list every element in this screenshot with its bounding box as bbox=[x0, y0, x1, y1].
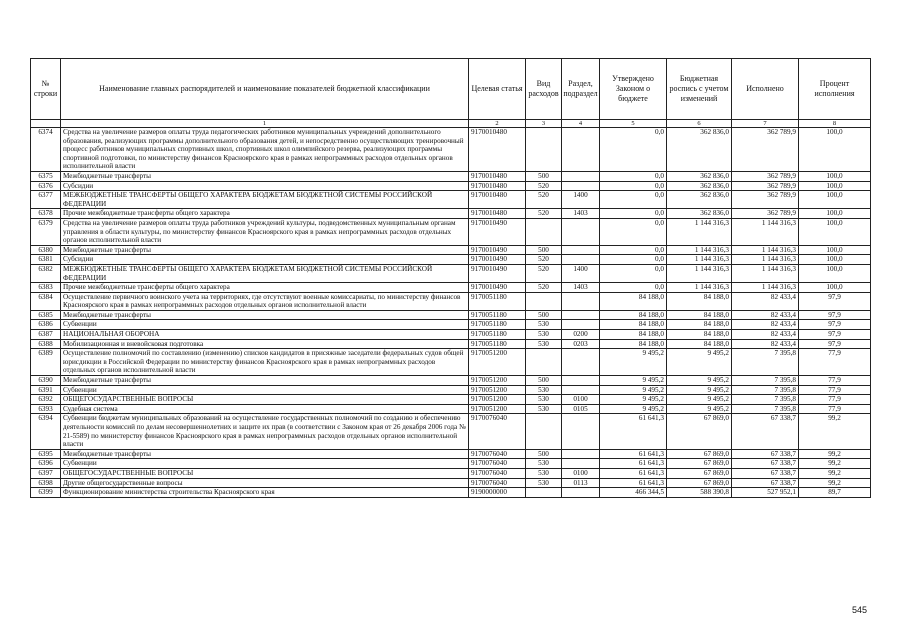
row-razdel-cell bbox=[562, 181, 600, 191]
row-rospis-cell: 362 836,0 bbox=[667, 171, 732, 181]
row-name-cell: Межбюджетные трансферты bbox=[61, 171, 469, 181]
row-number-cell: 6395 bbox=[31, 449, 61, 459]
row-approved-cell: 61 641,3 bbox=[600, 414, 667, 449]
row-name-cell: МЕЖБЮДЖЕТНЫЕ ТРАНСФЕРТЫ ОБЩЕГО ХАРАКТЕРА БЮДЖЕТАМ БЮДЖЕТНОЙ СИСТЕМЫ РОССИЙСКОЙ ФЕДЕРАЦИИ bbox=[61, 264, 469, 282]
row-razdel-cell: 0100 bbox=[562, 395, 600, 405]
header-vid: Вид расходов bbox=[526, 59, 562, 120]
table-row bbox=[31, 181, 871, 191]
row-number-cell: 6397 bbox=[31, 468, 61, 478]
row-rospis-cell: 67 869,0 bbox=[667, 478, 732, 488]
header-name: Наименование главных распорядителей и наименование показателей бюджетной классификации bbox=[61, 59, 469, 120]
table-row bbox=[31, 385, 871, 395]
row-name-cell: НАЦИОНАЛЬНАЯ ОБОРОНА bbox=[61, 330, 469, 340]
row-vid-cell: 530 bbox=[526, 404, 562, 414]
row-approved-cell: 9 495,2 bbox=[600, 376, 667, 386]
row-vid-cell: 530 bbox=[526, 478, 562, 488]
row-target-cell: 9170010490 bbox=[469, 245, 526, 255]
row-executed-cell: 7 395,8 bbox=[732, 376, 799, 386]
row-approved-cell: 9 495,2 bbox=[600, 404, 667, 414]
row-target-cell: 9170051180 bbox=[469, 330, 526, 340]
row-rospis-cell: 1 144 316,3 bbox=[667, 218, 732, 245]
row-razdel-cell bbox=[562, 459, 600, 469]
row-target-cell: 9170010490 bbox=[469, 264, 526, 282]
row-name-cell: Межбюджетные трансферты bbox=[61, 310, 469, 320]
table-row bbox=[31, 449, 871, 459]
row-executed-cell: 67 338,7 bbox=[732, 459, 799, 469]
row-target-cell: 9190000000 bbox=[469, 488, 526, 498]
row-name-cell: Прочие межбюджетные трансферты общего характера bbox=[61, 209, 469, 219]
row-approved-cell: 0,0 bbox=[600, 255, 667, 265]
row-number-cell: 6392 bbox=[31, 395, 61, 405]
table-row bbox=[31, 292, 871, 310]
row-rospis-cell: 9 495,2 bbox=[667, 385, 732, 395]
table-row bbox=[31, 376, 871, 386]
column-number: 8 bbox=[799, 120, 871, 128]
table-row bbox=[31, 404, 871, 414]
row-number-cell: 6388 bbox=[31, 339, 61, 349]
row-target-cell: 9170051200 bbox=[469, 404, 526, 414]
row-name-cell: Субвенции bbox=[61, 459, 469, 469]
column-number: 5 bbox=[600, 120, 667, 128]
row-executed-cell: 7 395,8 bbox=[732, 385, 799, 395]
row-rospis-cell: 84 188,0 bbox=[667, 320, 732, 330]
column-number: 7 bbox=[732, 120, 799, 128]
row-approved-cell: 9 495,2 bbox=[600, 395, 667, 405]
row-percent-cell: 99,2 bbox=[799, 414, 871, 449]
row-number-cell: 6384 bbox=[31, 292, 61, 310]
table-row bbox=[31, 330, 871, 340]
row-executed-cell: 362 789,9 bbox=[732, 128, 799, 172]
table-row bbox=[31, 395, 871, 405]
table-row bbox=[31, 339, 871, 349]
row-target-cell: 9170076040 bbox=[469, 478, 526, 488]
row-approved-cell: 61 641,3 bbox=[600, 449, 667, 459]
row-vid-cell bbox=[526, 218, 562, 245]
row-percent-cell: 100,0 bbox=[799, 218, 871, 245]
row-name-cell: Средства на увеличение размеров оплаты труда педагогических работников муниципальных учреждений дополнительного образования, реализующих программы дополнительного образования детей, и непосредственно осуществляющих тренировочный процесс работников муниципальных спортивных школ, спортивных школ олимпийского резерва, реализующих программы спортивной подготовки, по министерству финансов Красноярского края в рамках непрограммных расходов отдельных органов исполнительной власти bbox=[61, 128, 469, 172]
row-vid-cell: 530 bbox=[526, 320, 562, 330]
row-approved-cell: 9 495,2 bbox=[600, 349, 667, 376]
table-row bbox=[31, 349, 871, 376]
row-number-cell: 6375 bbox=[31, 171, 61, 181]
row-number-cell: 6387 bbox=[31, 330, 61, 340]
row-percent-cell: 99,2 bbox=[799, 459, 871, 469]
row-vid-cell: 530 bbox=[526, 385, 562, 395]
row-percent-cell: 89,7 bbox=[799, 488, 871, 498]
row-percent-cell: 100,0 bbox=[799, 255, 871, 265]
row-number-cell: 6379 bbox=[31, 218, 61, 245]
row-executed-cell: 1 144 316,3 bbox=[732, 245, 799, 255]
row-approved-cell: 0,0 bbox=[600, 181, 667, 191]
row-razdel-cell: 0105 bbox=[562, 404, 600, 414]
row-percent-cell: 100,0 bbox=[799, 128, 871, 172]
row-name-cell: Средства на увеличение размеров оплаты труда работников учреждений культуры, подведомственных муниципальным органам управления в области культуры, по министерству финансов Красноярского края в рамках непрограммных расходов отдельных органов исполнительной власти bbox=[61, 218, 469, 245]
row-rospis-cell: 67 869,0 bbox=[667, 459, 732, 469]
row-name-cell: Субсидии bbox=[61, 181, 469, 191]
row-percent-cell: 100,0 bbox=[799, 245, 871, 255]
row-executed-cell: 7 395,8 bbox=[732, 349, 799, 376]
row-vid-cell: 520 bbox=[526, 255, 562, 265]
row-number-cell: 6376 bbox=[31, 181, 61, 191]
row-percent-cell: 100,0 bbox=[799, 171, 871, 181]
table-row bbox=[31, 459, 871, 469]
header-executed: Исполнено bbox=[732, 59, 799, 120]
row-rospis-cell: 362 836,0 bbox=[667, 191, 732, 209]
row-vid-cell: 500 bbox=[526, 449, 562, 459]
row-razdel-cell bbox=[562, 218, 600, 245]
row-razdel-cell bbox=[562, 245, 600, 255]
row-target-cell: 9170076040 bbox=[469, 459, 526, 469]
row-vid-cell: 520 bbox=[526, 181, 562, 191]
row-target-cell: 9170051200 bbox=[469, 376, 526, 386]
row-number-cell: 6382 bbox=[31, 264, 61, 282]
row-target-cell: 9170051180 bbox=[469, 292, 526, 310]
row-executed-cell: 1 144 316,3 bbox=[732, 255, 799, 265]
row-executed-cell: 362 789,9 bbox=[732, 191, 799, 209]
row-executed-cell: 82 433,4 bbox=[732, 320, 799, 330]
row-executed-cell: 82 433,4 bbox=[732, 330, 799, 340]
table-row bbox=[31, 414, 871, 449]
row-percent-cell: 99,2 bbox=[799, 449, 871, 459]
row-rospis-cell: 9 495,2 bbox=[667, 349, 732, 376]
row-razdel-cell bbox=[562, 255, 600, 265]
table-row bbox=[31, 283, 871, 293]
row-razdel-cell bbox=[562, 376, 600, 386]
row-number-cell: 6386 bbox=[31, 320, 61, 330]
row-vid-cell: 530 bbox=[526, 330, 562, 340]
row-rospis-cell: 1 144 316,3 bbox=[667, 245, 732, 255]
column-number bbox=[31, 120, 61, 128]
row-target-cell: 9170010490 bbox=[469, 218, 526, 245]
row-percent-cell: 97,9 bbox=[799, 330, 871, 340]
row-percent-cell: 77,9 bbox=[799, 395, 871, 405]
row-rospis-cell: 9 495,2 bbox=[667, 404, 732, 414]
row-target-cell: 9170010480 bbox=[469, 191, 526, 209]
row-razdel-cell bbox=[562, 349, 600, 376]
row-vid-cell: 520 bbox=[526, 283, 562, 293]
table-row bbox=[31, 310, 871, 320]
row-target-cell: 9170051200 bbox=[469, 385, 526, 395]
table-row bbox=[31, 218, 871, 245]
row-percent-cell: 100,0 bbox=[799, 181, 871, 191]
row-approved-cell: 0,0 bbox=[600, 209, 667, 219]
row-number-cell: 6381 bbox=[31, 255, 61, 265]
row-executed-cell: 1 144 316,3 bbox=[732, 264, 799, 282]
row-razdel-cell bbox=[562, 310, 600, 320]
table-row bbox=[31, 245, 871, 255]
row-number-cell: 6391 bbox=[31, 385, 61, 395]
row-vid-cell: 520 bbox=[526, 209, 562, 219]
row-razdel-cell: 1400 bbox=[562, 191, 600, 209]
row-name-cell: ОБЩЕГОСУДАРСТВЕННЫЕ ВОПРОСЫ bbox=[61, 468, 469, 478]
row-approved-cell: 0,0 bbox=[600, 218, 667, 245]
row-rospis-cell: 67 869,0 bbox=[667, 414, 732, 449]
row-rospis-cell: 9 495,2 bbox=[667, 395, 732, 405]
row-target-cell: 9170010480 bbox=[469, 128, 526, 172]
row-executed-cell: 82 433,4 bbox=[732, 339, 799, 349]
header-rospis: Бюджетная роспись с учетом изменений bbox=[667, 59, 732, 120]
row-rospis-cell: 9 495,2 bbox=[667, 376, 732, 386]
table-row bbox=[31, 128, 871, 172]
row-rospis-cell: 67 869,0 bbox=[667, 468, 732, 478]
row-number-cell: 6398 bbox=[31, 478, 61, 488]
header-percent: Процент исполнения bbox=[799, 59, 871, 120]
row-rospis-cell: 1 144 316,3 bbox=[667, 255, 732, 265]
row-executed-cell: 67 338,7 bbox=[732, 468, 799, 478]
row-target-cell: 9170010480 bbox=[469, 209, 526, 219]
row-approved-cell: 61 641,3 bbox=[600, 459, 667, 469]
table-row bbox=[31, 255, 871, 265]
table-row bbox=[31, 191, 871, 209]
row-number-cell: 6383 bbox=[31, 283, 61, 293]
row-target-cell: 9170051180 bbox=[469, 310, 526, 320]
row-number-cell: 6399 bbox=[31, 488, 61, 498]
row-approved-cell: 0,0 bbox=[600, 264, 667, 282]
row-rospis-cell: 84 188,0 bbox=[667, 310, 732, 320]
row-executed-cell: 1 144 316,3 bbox=[732, 218, 799, 245]
row-executed-cell: 1 144 316,3 bbox=[732, 283, 799, 293]
row-name-cell: Субвенции bbox=[61, 320, 469, 330]
table-row bbox=[31, 209, 871, 219]
row-name-cell: Межбюджетные трансферты bbox=[61, 376, 469, 386]
row-name-cell: Осуществление полномочий по составлению (изменению) списков кандидатов в присяжные заседатели федеральных судов общей юрисдикции в Российской Федерации по министерству финансов Красноярского края в рамках непрограммных расходов отдельных органов исполнительной власти bbox=[61, 349, 469, 376]
row-number-cell: 6374 bbox=[31, 128, 61, 172]
row-target-cell: 9170051200 bbox=[469, 395, 526, 405]
row-vid-cell: 500 bbox=[526, 245, 562, 255]
row-rospis-cell: 362 836,0 bbox=[667, 128, 732, 172]
row-number-cell: 6390 bbox=[31, 376, 61, 386]
table-row bbox=[31, 488, 871, 498]
row-approved-cell: 0,0 bbox=[600, 191, 667, 209]
row-rospis-cell: 67 869,0 bbox=[667, 449, 732, 459]
row-name-cell: Мобилизационная и вневойсковая подготовка bbox=[61, 339, 469, 349]
row-approved-cell: 84 188,0 bbox=[600, 330, 667, 340]
row-name-cell: Субсидии bbox=[61, 255, 469, 265]
row-approved-cell: 84 188,0 bbox=[600, 310, 667, 320]
table-row bbox=[31, 264, 871, 282]
row-approved-cell: 0,0 bbox=[600, 245, 667, 255]
row-number-cell: 6394 bbox=[31, 414, 61, 449]
row-razdel-cell: 0203 bbox=[562, 339, 600, 349]
row-razdel-cell: 1400 bbox=[562, 264, 600, 282]
column-number: 6 bbox=[667, 120, 732, 128]
row-percent-cell: 99,2 bbox=[799, 478, 871, 488]
row-executed-cell: 362 789,9 bbox=[732, 171, 799, 181]
row-razdel-cell bbox=[562, 385, 600, 395]
row-name-cell: Субвенции bbox=[61, 385, 469, 395]
row-vid-cell: 530 bbox=[526, 395, 562, 405]
budget-table bbox=[30, 58, 871, 498]
row-razdel-cell: 1403 bbox=[562, 283, 600, 293]
budget-report-sheet bbox=[30, 58, 870, 498]
row-vid-cell: 530 bbox=[526, 468, 562, 478]
row-razdel-cell bbox=[562, 488, 600, 498]
row-rospis-cell: 84 188,0 bbox=[667, 330, 732, 340]
row-rospis-cell: 588 390,8 bbox=[667, 488, 732, 498]
row-target-cell: 9170051200 bbox=[469, 349, 526, 376]
table-row bbox=[31, 478, 871, 488]
header-target: Целевая статья bbox=[469, 59, 526, 120]
row-approved-cell: 84 188,0 bbox=[600, 292, 667, 310]
row-executed-cell: 362 789,9 bbox=[732, 209, 799, 219]
row-target-cell: 9170010490 bbox=[469, 255, 526, 265]
column-number: 4 bbox=[562, 120, 600, 128]
row-vid-cell bbox=[526, 128, 562, 172]
table-row bbox=[31, 171, 871, 181]
row-target-cell: 9170010480 bbox=[469, 181, 526, 191]
table-body bbox=[31, 128, 871, 498]
row-percent-cell: 100,0 bbox=[799, 264, 871, 282]
row-vid-cell: 500 bbox=[526, 310, 562, 320]
header-approved: Утверждено Законом о бюджете bbox=[600, 59, 667, 120]
row-vid-cell bbox=[526, 414, 562, 449]
row-name-cell: Другие общегосударственные вопросы bbox=[61, 478, 469, 488]
row-percent-cell: 99,2 bbox=[799, 468, 871, 478]
row-target-cell: 9170010480 bbox=[469, 171, 526, 181]
row-target-cell: 9170076040 bbox=[469, 468, 526, 478]
row-approved-cell: 0,0 bbox=[600, 171, 667, 181]
row-razdel-cell: 1403 bbox=[562, 209, 600, 219]
row-executed-cell: 362 789,9 bbox=[732, 181, 799, 191]
row-rospis-cell: 84 188,0 bbox=[667, 292, 732, 310]
row-number-cell: 6380 bbox=[31, 245, 61, 255]
row-percent-cell: 97,9 bbox=[799, 320, 871, 330]
row-percent-cell: 100,0 bbox=[799, 283, 871, 293]
row-razdel-cell bbox=[562, 171, 600, 181]
row-vid-cell bbox=[526, 292, 562, 310]
row-vid-cell: 530 bbox=[526, 339, 562, 349]
row-approved-cell: 61 641,3 bbox=[600, 468, 667, 478]
row-approved-cell: 466 344,5 bbox=[600, 488, 667, 498]
row-number-cell: 6393 bbox=[31, 404, 61, 414]
row-vid-cell bbox=[526, 488, 562, 498]
row-percent-cell: 100,0 bbox=[799, 209, 871, 219]
row-vid-cell: 520 bbox=[526, 191, 562, 209]
row-name-cell: МЕЖБЮДЖЕТНЫЕ ТРАНСФЕРТЫ ОБЩЕГО ХАРАКТЕРА БЮДЖЕТАМ БЮДЖЕТНОЙ СИСТЕМЫ РОССИЙСКОЙ ФЕДЕРАЦИИ bbox=[61, 191, 469, 209]
row-name-cell: Межбюджетные трансферты bbox=[61, 245, 469, 255]
row-percent-cell: 97,9 bbox=[799, 292, 871, 310]
row-name-cell: ОБЩЕГОСУДАРСТВЕННЫЕ ВОПРОСЫ bbox=[61, 395, 469, 405]
row-executed-cell: 7 395,8 bbox=[732, 404, 799, 414]
row-rospis-cell: 1 144 316,3 bbox=[667, 264, 732, 282]
row-percent-cell: 97,9 bbox=[799, 310, 871, 320]
row-percent-cell: 77,9 bbox=[799, 385, 871, 395]
table-row bbox=[31, 468, 871, 478]
row-razdel-cell: 0200 bbox=[562, 330, 600, 340]
row-name-cell: Осуществление первичного воинского учета на территориях, где отсутствуют военные комиссариаты, по министерству финансов Красноярского края в рамках непрограммных расходов отдельных органов исполнительной власти bbox=[61, 292, 469, 310]
row-razdel-cell bbox=[562, 128, 600, 172]
row-rospis-cell: 362 836,0 bbox=[667, 181, 732, 191]
row-vid-cell bbox=[526, 349, 562, 376]
row-percent-cell: 77,9 bbox=[799, 404, 871, 414]
page-number: 545 bbox=[852, 605, 868, 615]
row-approved-cell: 0,0 bbox=[600, 128, 667, 172]
row-razdel-cell: 0100 bbox=[562, 468, 600, 478]
row-razdel-cell bbox=[562, 414, 600, 449]
row-number-cell: 6389 bbox=[31, 349, 61, 376]
row-executed-cell: 7 395,8 bbox=[732, 395, 799, 405]
row-executed-cell: 67 338,7 bbox=[732, 478, 799, 488]
row-rospis-cell: 1 144 316,3 bbox=[667, 283, 732, 293]
row-vid-cell: 530 bbox=[526, 459, 562, 469]
row-target-cell: 9170076040 bbox=[469, 414, 526, 449]
row-name-cell: Межбюджетные трансферты bbox=[61, 449, 469, 459]
row-razdel-cell bbox=[562, 320, 600, 330]
column-number: 3 bbox=[526, 120, 562, 128]
row-razdel-cell bbox=[562, 449, 600, 459]
row-approved-cell: 84 188,0 bbox=[600, 320, 667, 330]
row-target-cell: 9170076040 bbox=[469, 449, 526, 459]
row-number-cell: 6378 bbox=[31, 209, 61, 219]
column-number: 1 bbox=[61, 120, 469, 128]
row-percent-cell: 77,9 bbox=[799, 349, 871, 376]
header-razdel: Раздел, подраздел bbox=[562, 59, 600, 120]
row-approved-cell: 0,0 bbox=[600, 283, 667, 293]
row-target-cell: 9170051180 bbox=[469, 339, 526, 349]
column-number: 2 bbox=[469, 120, 526, 128]
row-name-cell: Субвенции бюджетам муниципальных образований на осуществление государственных полномочий по созданию и обеспечению деятельности комиссий по делам несовершеннолетних и защите их прав (в соответствии с Законом края от 26 декабря 2006 года № 21-5589) по министерству финансов Красноярского края в рамках непрограммных расходов отдельных органов исполнительной власти bbox=[61, 414, 469, 449]
row-executed-cell: 82 433,4 bbox=[732, 310, 799, 320]
row-percent-cell: 100,0 bbox=[799, 191, 871, 209]
row-number-cell: 6396 bbox=[31, 459, 61, 469]
row-razdel-cell bbox=[562, 292, 600, 310]
row-rospis-cell: 362 836,0 bbox=[667, 209, 732, 219]
row-approved-cell: 9 495,2 bbox=[600, 385, 667, 395]
row-executed-cell: 82 433,4 bbox=[732, 292, 799, 310]
header-row-no: № строки bbox=[31, 59, 61, 120]
row-vid-cell: 520 bbox=[526, 264, 562, 282]
row-rospis-cell: 84 188,0 bbox=[667, 339, 732, 349]
row-percent-cell: 77,9 bbox=[799, 376, 871, 386]
row-percent-cell: 97,9 bbox=[799, 339, 871, 349]
row-target-cell: 9170051180 bbox=[469, 320, 526, 330]
row-approved-cell: 61 641,3 bbox=[600, 478, 667, 488]
row-executed-cell: 527 952,1 bbox=[732, 488, 799, 498]
row-name-cell: Судебная система bbox=[61, 404, 469, 414]
row-executed-cell: 67 338,7 bbox=[732, 414, 799, 449]
row-approved-cell: 84 188,0 bbox=[600, 339, 667, 349]
row-name-cell: Прочие межбюджетные трансферты общего характера bbox=[61, 283, 469, 293]
row-target-cell: 9170010490 bbox=[469, 283, 526, 293]
row-vid-cell: 500 bbox=[526, 171, 562, 181]
table-header bbox=[31, 59, 871, 128]
table-row bbox=[31, 320, 871, 330]
row-vid-cell: 500 bbox=[526, 376, 562, 386]
row-executed-cell: 67 338,7 bbox=[732, 449, 799, 459]
row-razdel-cell: 0113 bbox=[562, 478, 600, 488]
row-name-cell: Функционирование министерства строительства Красноярского края bbox=[61, 488, 469, 498]
row-number-cell: 6385 bbox=[31, 310, 61, 320]
row-number-cell: 6377 bbox=[31, 191, 61, 209]
